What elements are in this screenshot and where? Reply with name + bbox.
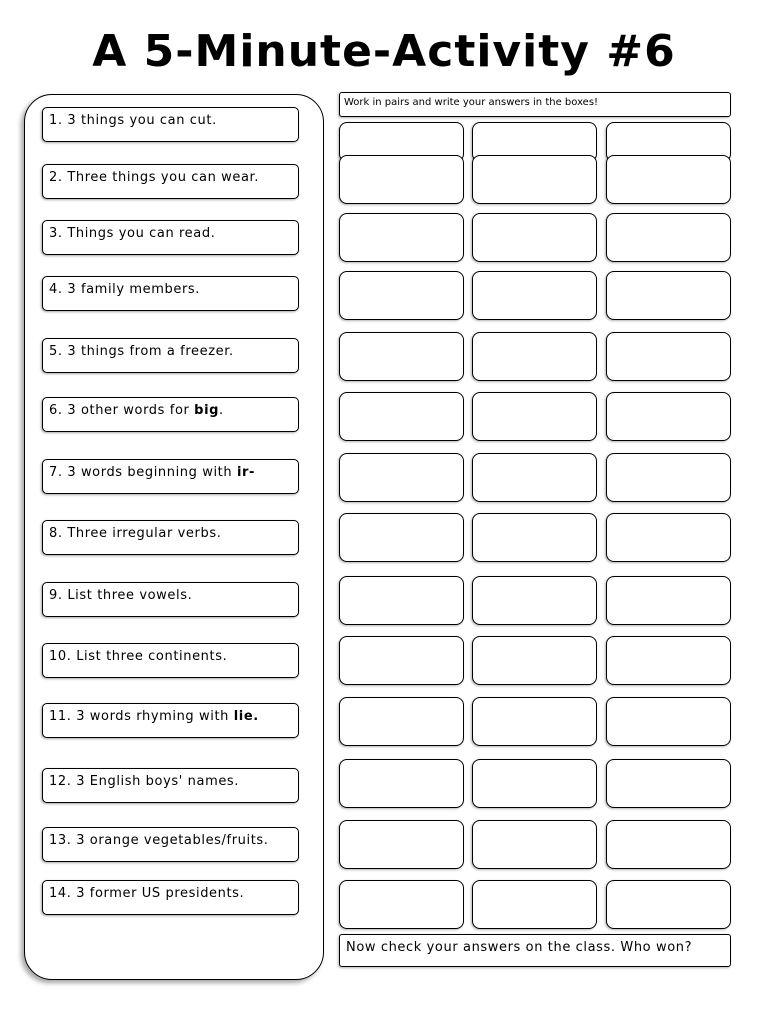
question-text: 11. 3 words rhyming with <box>49 709 234 724</box>
answer-box[interactable] <box>472 880 597 929</box>
question-box <box>42 276 299 311</box>
answer-box[interactable] <box>606 576 731 625</box>
page-title: A 5-Minute-Activity #6 <box>92 26 676 77</box>
question-box <box>42 107 299 142</box>
answer-box[interactable] <box>606 820 731 869</box>
answer-box[interactable] <box>606 636 731 685</box>
answer-box[interactable] <box>472 155 597 204</box>
answer-box[interactable] <box>606 513 731 562</box>
question-box <box>42 397 299 432</box>
answer-box[interactable] <box>339 576 464 625</box>
answer-box[interactable] <box>339 880 464 929</box>
answer-box[interactable] <box>606 392 731 441</box>
answer-box[interactable] <box>339 271 464 320</box>
question-text: 6. 3 other words for <box>49 403 195 418</box>
answer-box[interactable] <box>606 453 731 502</box>
answer-box[interactable] <box>472 636 597 685</box>
answer-box[interactable] <box>339 392 464 441</box>
answer-box[interactable] <box>606 155 731 204</box>
answer-box[interactable] <box>472 576 597 625</box>
answer-box[interactable] <box>472 453 597 502</box>
answer-box[interactable] <box>606 759 731 808</box>
question-box <box>42 582 299 617</box>
question-text: 3. Things you can read. <box>49 226 216 241</box>
answer-box[interactable] <box>339 513 464 562</box>
answer-box[interactable] <box>472 213 597 262</box>
answer-box[interactable] <box>472 392 597 441</box>
answer-box[interactable] <box>606 271 731 320</box>
question-text: 9. List three vowels. <box>49 588 193 603</box>
question-box <box>42 703 299 738</box>
question-text: 2. Three things you can wear. <box>49 170 260 185</box>
footer-box: Now check your answers on the class. Who won? <box>339 934 731 967</box>
question-text-end: . <box>219 403 224 418</box>
answer-box[interactable] <box>339 213 464 262</box>
answer-box[interactable] <box>472 759 597 808</box>
answer-box[interactable] <box>472 271 597 320</box>
answer-box[interactable] <box>339 332 464 381</box>
question-box <box>42 643 299 678</box>
question-text: 1. 3 things you can cut. <box>49 113 217 128</box>
answer-box[interactable] <box>472 820 597 869</box>
question-box <box>42 880 299 915</box>
question-text: 14. 3 former US presidents. <box>49 886 245 901</box>
question-keyword: big <box>194 403 220 418</box>
question-keyword: lie. <box>233 709 259 724</box>
question-text: 7. 3 words beginning with <box>49 465 237 480</box>
answer-box[interactable] <box>472 513 597 562</box>
instruction-box: Work in pairs and write your answers in the boxes! <box>339 92 731 117</box>
answer-box[interactable] <box>472 697 597 746</box>
answer-box[interactable] <box>606 332 731 381</box>
question-box <box>42 459 299 494</box>
question-box <box>42 768 299 803</box>
question-box <box>42 164 299 199</box>
question-box <box>42 220 299 255</box>
question-text: 8. Three irregular verbs. <box>49 526 222 541</box>
answer-box[interactable] <box>339 820 464 869</box>
question-keyword: ir- <box>236 465 256 480</box>
question-text: 13. 3 orange vegetables/fruits. <box>49 833 269 848</box>
answer-box[interactable] <box>472 332 597 381</box>
question-text: 10. List three continents. <box>49 649 228 664</box>
answer-box[interactable] <box>339 155 464 204</box>
answer-box[interactable] <box>339 453 464 502</box>
answer-box[interactable] <box>339 759 464 808</box>
answer-box[interactable] <box>606 697 731 746</box>
answer-box[interactable] <box>339 636 464 685</box>
question-text: 12. 3 English boys' names. <box>49 774 240 789</box>
question-box <box>42 827 299 862</box>
question-box <box>42 338 299 373</box>
question-text: 4. 3 family members. <box>49 282 201 297</box>
answer-box[interactable] <box>606 213 731 262</box>
question-box <box>42 520 299 555</box>
answer-box[interactable] <box>606 880 731 929</box>
question-text: 5. 3 things from a freezer. <box>49 344 234 359</box>
answer-box[interactable] <box>339 697 464 746</box>
